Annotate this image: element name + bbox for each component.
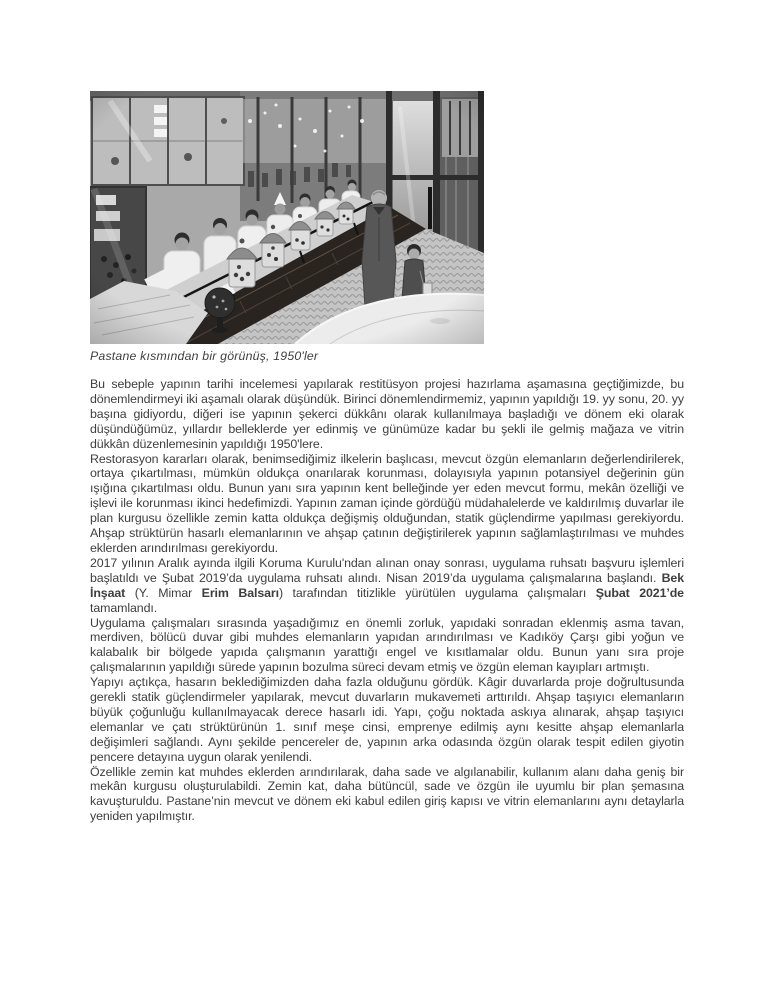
text-run-bold: Erim Balsarı (201, 585, 279, 600)
text-run: Restorasyon kararları olarak, benimsediğimiz ilkelerin başlıcası, mevcut özgün elemanların değerlendirilerek, ortaya çıkartılması, mümkün oldukça onarılarak korunması, dolayısıyla yapının potansiyel değerinin gün ışığına çıkartılması oldu. Bunun yanı sıra yapının kent belleğinde yer eden mevcut formu, mekân özelliği ve işlevi ile korunması ikinci hedefimizdi. Yapının zaman içinde gördüğü müdahalelerde ve kaldırılmış duvarlar ile plan kurgusu özellikle zemin katta oldukça değişmiş olduğundan, statik güçlendirme yapılması gerekiyordu. Ahşap strüktürün hasarlı elemanlarının ve ahşap çatının değiştirilerek yapının sağlamlaştırılması ve muhdes eklerden arındırılması gerekiyordu. (90, 451, 684, 555)
text-run-bold: Bek İnşaat (90, 570, 684, 600)
text-run: 2017 yılının Aralık ayında ilgili Koruma Kurulu'ndan alınan onay sonrası, uygulama ruhsatı başvuru işlemleri başlatıldı ve Şubat 2019’da uygulama ruhsatı alındı. Nisan 2019’da uygulama çalışmalarına başlandı. (90, 555, 684, 585)
text-run: (Y. Mimar (125, 585, 202, 600)
paragraph-ground-floor (90, 765, 684, 825)
photo-vignette (90, 91, 484, 344)
text-run: Uygulama çalışmaları sırasında yaşadığımız en önemli zorluk, yapıdaki sonradan eklenmiş asma tavan, merdiven, bölücü duvar gibi muhdes elemanların yapıdan arındırılması ve Kadıköy Çarşı gibi yoğun ve kalabalık bir bölgede yapıda çalışmanın yarattığı engel ve kısıtlamalar oldu. Bunun yanı sıra proje çalışmalarının yapıldığı sürede yapının bozulma süreci devam etmiş ve özgün eleman kayıpları artmıştı. (90, 615, 684, 675)
photo-caption: Pastane kısmından bir görünüş, 1950'ler (90, 349, 319, 363)
text-run-bold: Şubat 2021’de (595, 585, 684, 600)
paragraph-difficulties (90, 616, 684, 676)
article-body (90, 377, 684, 824)
paragraph-structural-works (90, 675, 684, 764)
text-run: Yapıyı açtıkça, hasarın beklediğimizden daha fazla olduğunu gördük. Kâgir duvarlarda proje doğrultusunda gerekli statik güçlendirmeler yapılarak, mevcut duvarların mukavemeti arttırıldı. Ahşap taşıyıcı elemanların büyük çoğunluğu kullanılmayacak derece hasarlı idi. Yapı, çoğu noktada askıya alınarak, ahşap taşıyıcı elemanlar ve çatı strüktürünün 1. sınıf meşe cinsi, emprenye edilmiş aynı kesitte ahşap elemanlarla değişimleri sağlandı. Aynı şekilde pencereler de, yapının arka odasında özgün olarak tespit edilen giyotin pencere detayına uygun olarak yenilendi. (90, 675, 684, 764)
historic-photo (90, 91, 484, 344)
figure (90, 91, 684, 363)
text-run: tamamlandı. (90, 600, 158, 615)
text-run: Özellikle zemin kat muhdes eklerden arındırılarak, daha sade ve algılanabilir, kullanım alanı daha geniş bir mekân kurgusu oluşturulabildi. Zemin kat, daha bütüncül, sade ve özgün ile uyumlu bir plan şemasına kavuşturuldu. Pastane’nin mevcut ve dönem eki kabul edilen giriş kapısı ve vitrin elemanlarını aynı detaylarla yeniden yapılmıştır. (90, 764, 684, 824)
text-run: ) tarafından titizlikle yürütülen uygulama çalışmaları (278, 585, 596, 600)
paragraph-restitution (90, 377, 684, 452)
paragraph-restoration-decisions (90, 452, 684, 556)
text-run: Bu sebeple yapının tarihi incelemesi yapılarak restitüsyon projesi hazırlama aşamasına geçtiğimizde, bu dönemlendirmeyi iki aşamalı olarak düşündük. Birinci dönemlendirmemiz, yapının yapıldığı 19. yy sonu, 20. yy başına gidiyordu, diğeri ise yapının şekerci dükkânı olarak kullanılmaya başladığı ve dönem eki olarak düşündüğümüz, yıllardır belleklerde yer edinmiş ve günümüze kadar bu şekli ile gelmiş mağaza ve vitrin dükkân düzenlemesinin yapıldığı 1950'lere. (90, 377, 684, 451)
paragraph-permits-timeline (90, 556, 684, 616)
page-content (90, 91, 684, 824)
